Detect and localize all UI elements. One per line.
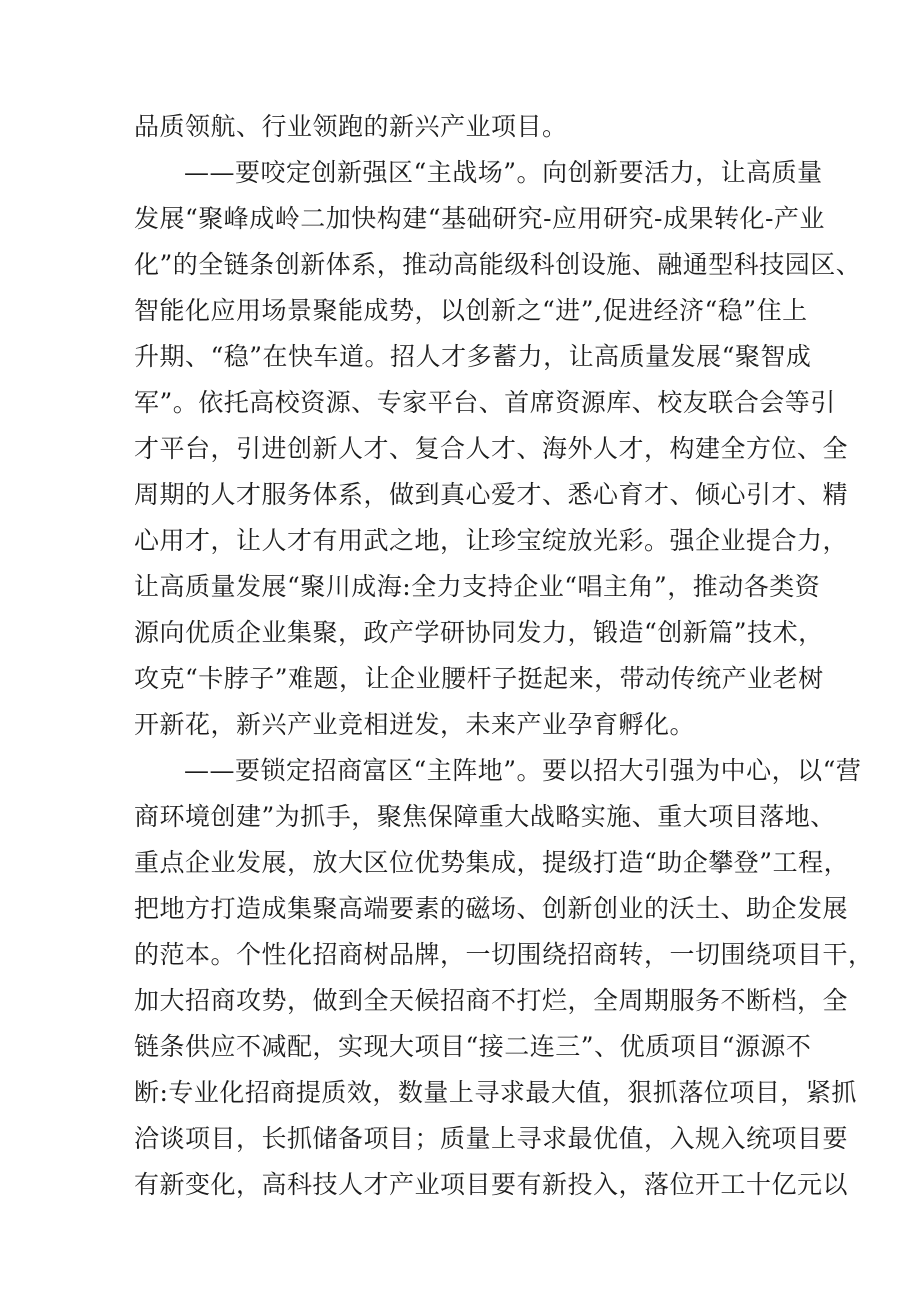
text-line: 发展“聚峰成岭二加快构建“基础研究-应用研究-成果转化-产业 <box>134 204 825 233</box>
text-line: 洽谈项目，长抓储备项目；质量上寻求最优值，入规入统项目要 <box>134 1124 849 1153</box>
text-line: 重点企业发展，放大区位优势集成，提级打造“助企攀登”工程， <box>134 848 850 877</box>
text-line: 源向优质企业集聚，政产学研协同发力，锻造“创新篇”技术， <box>134 618 824 647</box>
text-line: 心用才，让人才有用武之地，让珍宝绽放光彩。强企业提合力， <box>134 526 849 555</box>
text-line: 让高质量发展“聚川成海:全力支持企业“唱主角”，推动各类资 <box>134 572 821 601</box>
text-line: 开新花，新兴产业竞相迸发，未来产业孕育孵化。 <box>134 710 696 739</box>
text-line: 攻克“卡脖子”难题，让企业腰杆子挺起来，带动传统产业老树 <box>134 664 824 693</box>
text-line: 升期、“稳”在快车道。招人才多蓄力，让高质量发展“聚智成 <box>134 342 812 371</box>
text-line: 军”。依托高校资源、专家平台、首席资源库、校友联合会等引 <box>134 388 836 417</box>
text-line: 周期的人才服务体系，做到真心爱才、悉心育才、倾心引才、精 <box>134 480 849 509</box>
text-line: ——要锁定招商富区“主阵地”。要以招大引强为中心，以“营 <box>184 756 862 785</box>
text-line: 品质领航、行业领跑的新兴产业项目。 <box>134 112 568 141</box>
text-line: 有新变化，高科技人才产业项目要有新投入，落位开工十亿元以 <box>134 1170 849 1199</box>
text-line: 智能化应用场景聚能成势，以创新之“进”,促进经济“稳”住上 <box>134 296 808 325</box>
text-line: 加大招商攻势，做到全天候招商不打烂，全周期服务不断档，全 <box>134 986 849 1015</box>
text-line: 商环境创建”为抓手，聚焦保障重大战略实施、重大项目落地、 <box>134 802 836 831</box>
text-line: 才平台，引进创新人才、复合人才、海外人才，构建全方位、全 <box>134 434 849 463</box>
text-line: 断:专业化招商提质效，数量上寻求最大值，狠抓落位项目，紧抓 <box>134 1078 857 1107</box>
text-line: ——要咬定创新强区“主战场”。向创新要活力，让高质量 <box>184 158 823 187</box>
text-line: 的范本。个性化招商树品牌，一切围绕招商转，一切围绕项目干， <box>134 940 874 969</box>
document-body <box>134 104 874 1208</box>
text-line: 链条供应不减配，实现大项目“接二连三”、优质项目“源源不 <box>134 1032 812 1061</box>
text-line: 把地方打造成集聚高端要素的磁场、创新创业的沃土、助企发展 <box>134 894 849 923</box>
text-line: 化”的全链条创新体系，推动高能级科创设施、融通型科技园区、 <box>134 250 862 279</box>
